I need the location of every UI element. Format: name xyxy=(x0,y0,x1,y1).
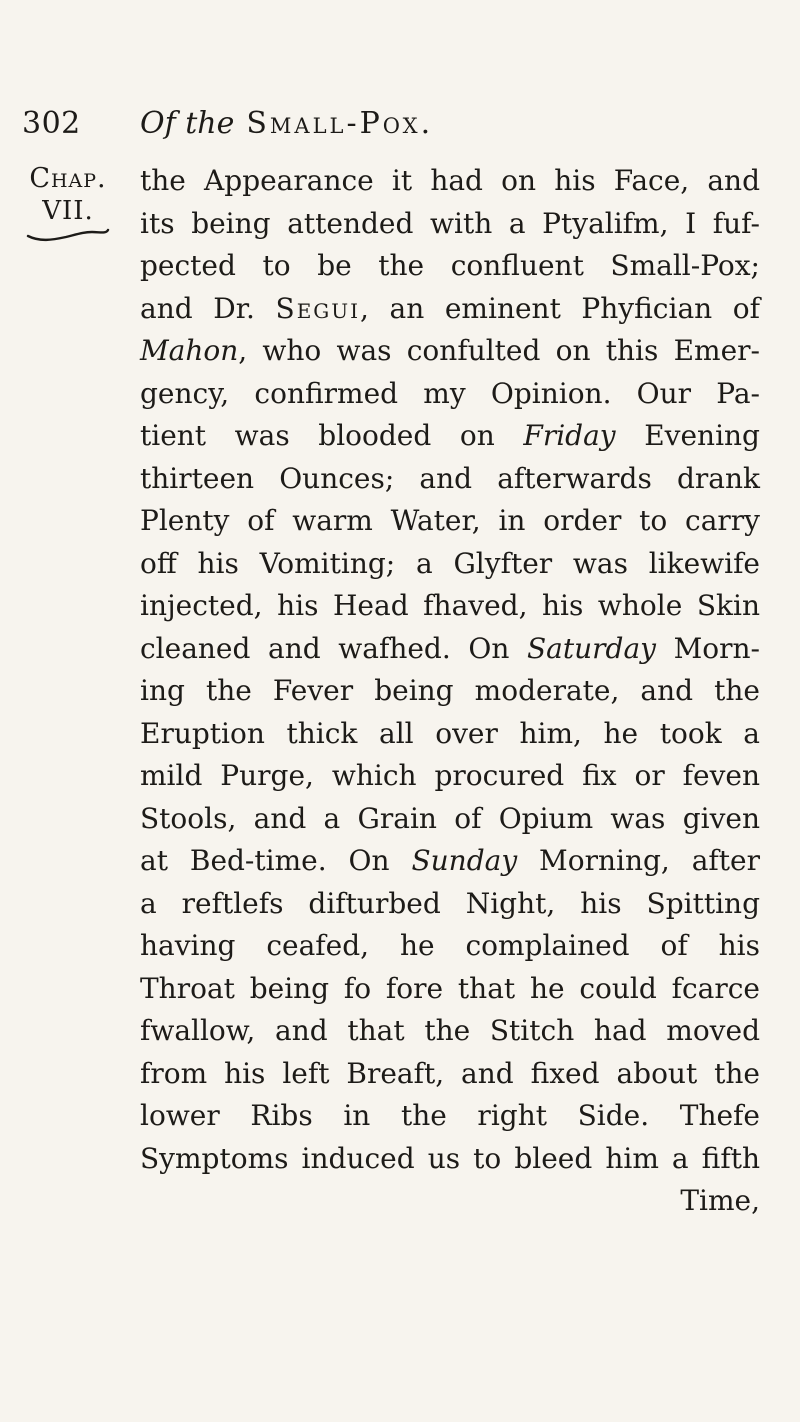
text-segment: Morning, after xyxy=(517,844,760,877)
text-line xyxy=(140,415,760,458)
text-line xyxy=(140,585,760,628)
text-segment: Plenty of warm Water, in order to carry xyxy=(140,504,760,537)
text-segment: Throat being fo fore that he could fcarce xyxy=(140,971,760,1005)
text-segment: cleaned and wafhed. On xyxy=(140,631,527,665)
text-line xyxy=(140,1180,760,1223)
text-line xyxy=(140,373,760,416)
text-segment: the Appearance it had on his Face, and xyxy=(140,164,760,197)
text-segment: mild Purge, which procured fix or feven xyxy=(140,759,760,792)
small-caps-text: Segui xyxy=(275,291,361,325)
text-line xyxy=(140,670,760,713)
text-segment: and Dr. xyxy=(140,291,276,325)
text-segment: pected to be the confluent Small-Pox; xyxy=(140,249,760,282)
text-line xyxy=(140,160,760,203)
italic-text: Friday xyxy=(523,419,616,452)
text-line xyxy=(140,1010,760,1053)
text-line xyxy=(140,1095,760,1138)
flourish-ornament-icon xyxy=(26,228,110,242)
text-segment: Eruption thick all over him, he took a xyxy=(140,716,760,750)
text-segment: ing the Fever being moderate, and the xyxy=(140,674,760,707)
text-segment: at Bed-time. On xyxy=(140,844,412,877)
text-line xyxy=(140,840,760,883)
text-segment: its being attended with a Ptyalifm, I fuf- xyxy=(140,206,760,240)
text-line xyxy=(140,1053,760,1096)
text-line xyxy=(140,713,760,756)
text-segment: a reftlefs difturbed Night, his Spitting xyxy=(140,886,760,920)
text-segment: Time, xyxy=(680,1184,760,1217)
running-head xyxy=(140,104,433,144)
body-text xyxy=(140,160,760,1223)
italic-text: Mahon xyxy=(140,334,239,367)
text-segment: tient was blooded on xyxy=(140,419,524,452)
text-line xyxy=(140,968,760,1011)
text-segment: , who was confulted on this Emer- xyxy=(238,334,760,367)
text-segment: fwallow, and that the Stitch had moved xyxy=(140,1014,760,1047)
text-segment: having ceafed, he complained of his xyxy=(140,929,760,962)
chapter-label: Chap. xyxy=(29,163,107,194)
text-line xyxy=(140,755,760,798)
text-segment: Symptoms induced us to bleed him a fifth xyxy=(140,1141,760,1175)
text-line xyxy=(140,628,760,671)
text-segment: Morn- xyxy=(655,631,760,665)
text-line xyxy=(140,883,760,926)
text-segment: , an eminent Phyfician of xyxy=(360,291,760,325)
text-line xyxy=(140,925,760,968)
text-line xyxy=(140,798,760,841)
text-line xyxy=(140,543,760,586)
text-segment: lower Ribs in the right Side. Thefe xyxy=(140,1099,760,1132)
chapter-number: VII. xyxy=(42,196,94,226)
text-segment: Evening xyxy=(615,419,760,452)
text-line xyxy=(140,1138,760,1181)
chapter-margin-note xyxy=(20,162,116,242)
text-line xyxy=(140,458,760,501)
italic-text: Sunday xyxy=(411,844,518,877)
running-head-title: Small-Pox. xyxy=(246,106,434,141)
italic-text: Saturday xyxy=(526,631,656,665)
text-segment: gency, confirmed my Opinion. Our Pa- xyxy=(140,376,760,410)
text-segment: thirteen Ounces; and afterwards drank xyxy=(140,461,760,495)
text-segment: injected, his Head fhaved, his whole Skin xyxy=(140,589,760,622)
text-line xyxy=(140,330,760,373)
text-segment: off his Vomiting; a Glyfter was likewife xyxy=(140,546,760,580)
text-line xyxy=(140,203,760,246)
text-line xyxy=(140,288,760,331)
text-line xyxy=(140,245,760,288)
running-head-prefix: Of the xyxy=(140,106,235,141)
text-segment: Stools, and a Grain of Opium was given xyxy=(140,801,760,835)
text-line xyxy=(140,500,760,543)
page-number: 302 xyxy=(22,106,81,141)
text-segment: from his left Breaft, and fixed about the xyxy=(140,1056,760,1090)
